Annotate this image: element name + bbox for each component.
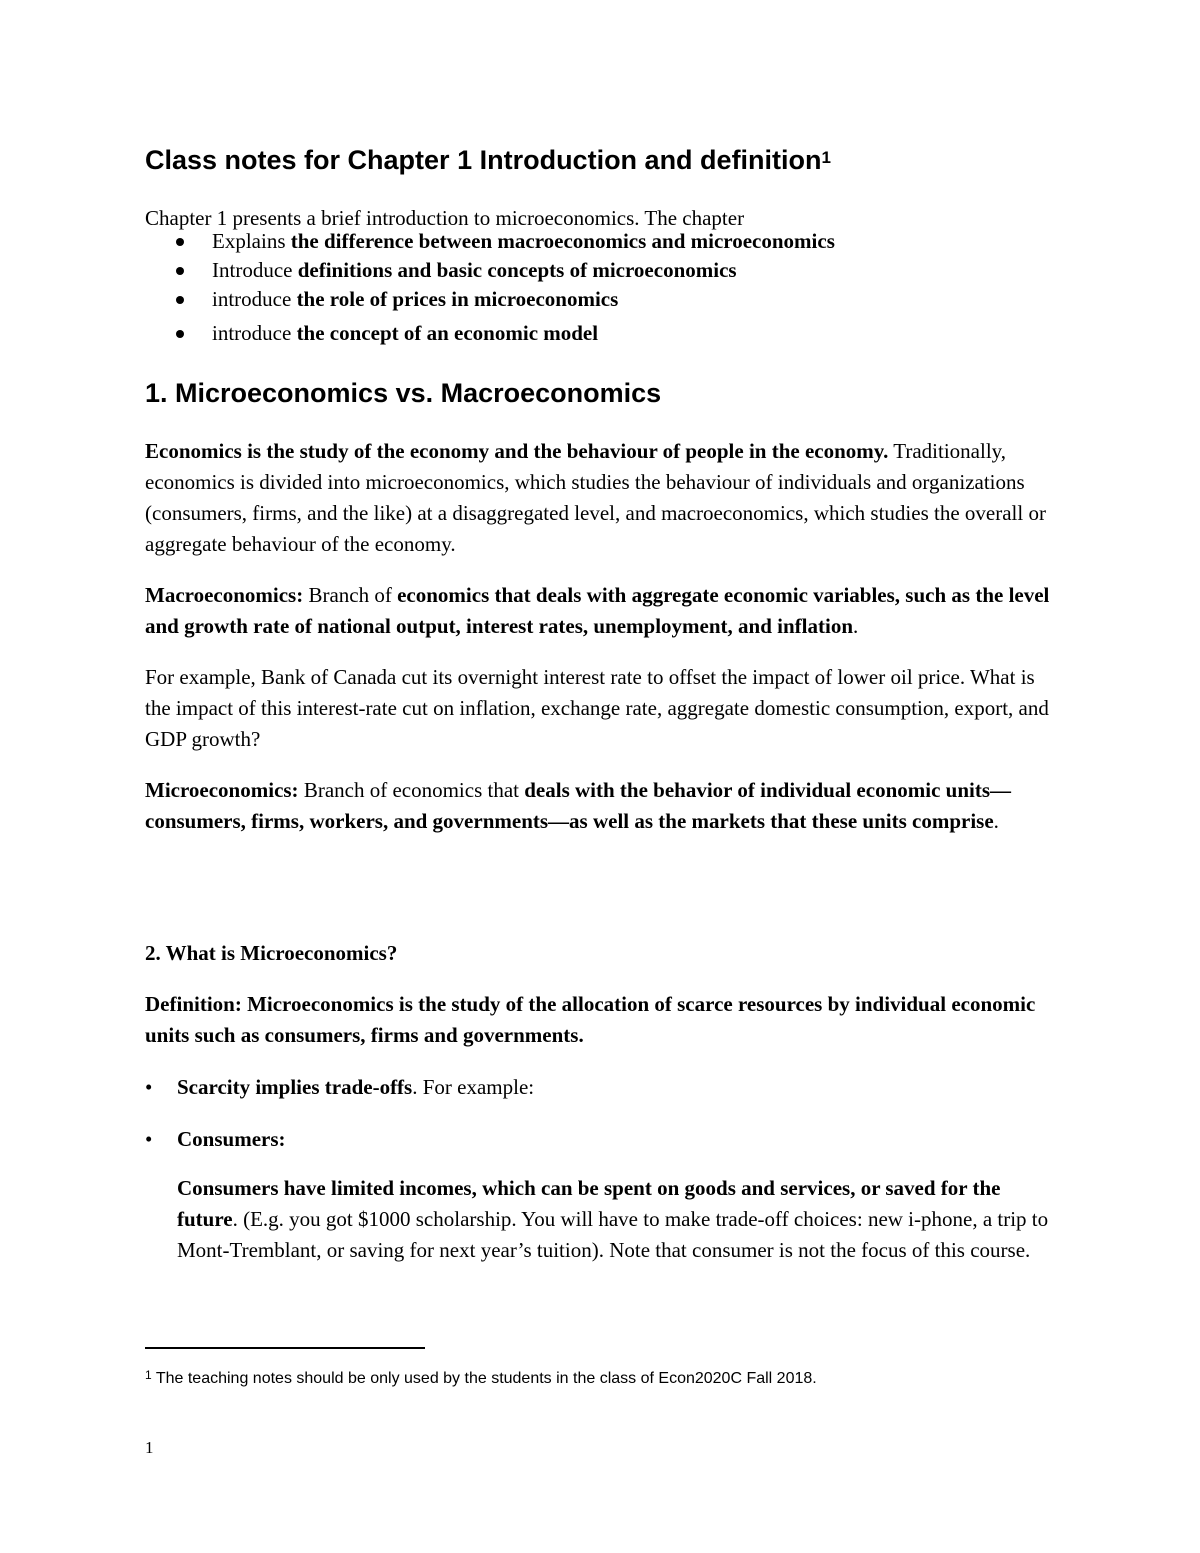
economics-paragraph xyxy=(145,436,1065,560)
intro-bullet-list xyxy=(145,228,835,349)
microeconomics-connector: Branch of economics that xyxy=(298,778,525,802)
footnote xyxy=(145,1370,817,1388)
bullet-icon: • xyxy=(145,1127,153,1151)
bullet-icon xyxy=(176,330,184,338)
page-title-text: Class notes for Chapter 1 Introduction and definition xyxy=(145,145,822,175)
footnote-reference[interactable]: 1 xyxy=(821,148,831,167)
section-2-heading xyxy=(145,938,397,969)
consumers-paragraph xyxy=(177,1173,1057,1266)
microeconomics-paragraph xyxy=(145,775,1065,837)
footnote-separator xyxy=(145,1347,425,1349)
definition-text: Definition: Microeconomics is the study of the allocation of scarce resources by individual economic units such as consumers, firms and governments. xyxy=(145,992,1036,1047)
page-number: 1 xyxy=(145,1438,154,1457)
bullet-lead: introduce xyxy=(212,321,297,345)
economics-description: Traditionally, economics is divided into microeconomics, which studies the behaviour of individuals and organizations (consumers, firms, and the like) at a disaggregated level, and macroeconomics, which studies the overall or aggregate behaviour of the economy. xyxy=(145,439,1046,556)
macroeconomics-term: Macroeconomics: xyxy=(145,583,304,607)
consumers-term: Consumers: xyxy=(177,1127,286,1151)
microeconomics-definition: deals with the behavior of individual economic units—consumers, firms, workers, and governments—as well as the markets that these units comprise xyxy=(145,778,1012,833)
footnote-text: The teaching notes should be only used by the students in the class of Econ2020C Fall 2018. xyxy=(151,1370,817,1387)
microeconomics-term: Microeconomics: xyxy=(145,778,299,802)
page-title xyxy=(145,140,831,180)
bullet-icon xyxy=(176,238,184,246)
consumers-text: . (E.g. you got $1000 scholarship. You will have to make trade-off choices: new i-phone, a trip to Mont-Tremblant, or saving for next year’s tuition). Note that consumer is not the focus of this course. xyxy=(177,1207,1049,1262)
macroeconomics-connector: Branch of xyxy=(303,583,398,607)
macroeconomics-paragraph xyxy=(145,580,1065,642)
list-item xyxy=(145,286,835,315)
bullet-bold: the role of prices in microeconomics xyxy=(296,287,619,311)
bullet-text xyxy=(177,1124,286,1155)
bullet-icon xyxy=(176,296,184,304)
economics-definition: Economics is the study of the economy and the behaviour of people in the economy. xyxy=(145,439,889,463)
period: . xyxy=(993,809,999,833)
section-2-heading-text: 2. What is Microeconomics? xyxy=(145,941,398,965)
bullet-bold: the concept of an economic model xyxy=(296,321,599,345)
bullet-bold: definitions and basic concepts of microeconomics xyxy=(297,258,737,282)
section-1-heading: 1. Microeconomics vs. Macroeconomics xyxy=(145,378,662,408)
bullet-bold: the difference between macroeconomics and microeconomics xyxy=(290,229,835,253)
bullet-lead: introduce xyxy=(212,287,297,311)
scarcity-text: . For example: xyxy=(412,1075,535,1099)
period: . xyxy=(853,614,859,638)
bullet-lead: Introduce xyxy=(212,258,298,282)
list-item xyxy=(145,228,835,257)
example-paragraph: For example, Bank of Canada cut its overnight interest rate to offset the impact of lower oil price. What is the impact of this interest-rate cut on inflation, exchange rate, aggregate domestic consumption, export, and GDP growth? xyxy=(145,665,1049,751)
footnote-number: 1 xyxy=(145,1368,152,1382)
consumers-bold-text: Consumers have limited incomes, which can be spent on goods and services, or saved for the future xyxy=(177,1176,1001,1231)
bullet-icon: • xyxy=(145,1075,153,1099)
list-item xyxy=(145,318,835,349)
list-item xyxy=(145,257,835,286)
definition-paragraph xyxy=(145,989,1065,1051)
intro-text: Chapter 1 presents a brief introduction to microeconomics. The chapter xyxy=(145,206,745,230)
bullet-lead: Explains xyxy=(212,229,291,253)
bullet-icon xyxy=(176,267,184,275)
scarcity-term: Scarcity implies trade-offs xyxy=(177,1075,413,1099)
bullet-text xyxy=(177,1072,534,1103)
macroeconomics-definition: economics that deals with aggregate economic variables, such as the level and growth rate of national output, interest rates, unemployment, and inflation xyxy=(145,583,1050,638)
